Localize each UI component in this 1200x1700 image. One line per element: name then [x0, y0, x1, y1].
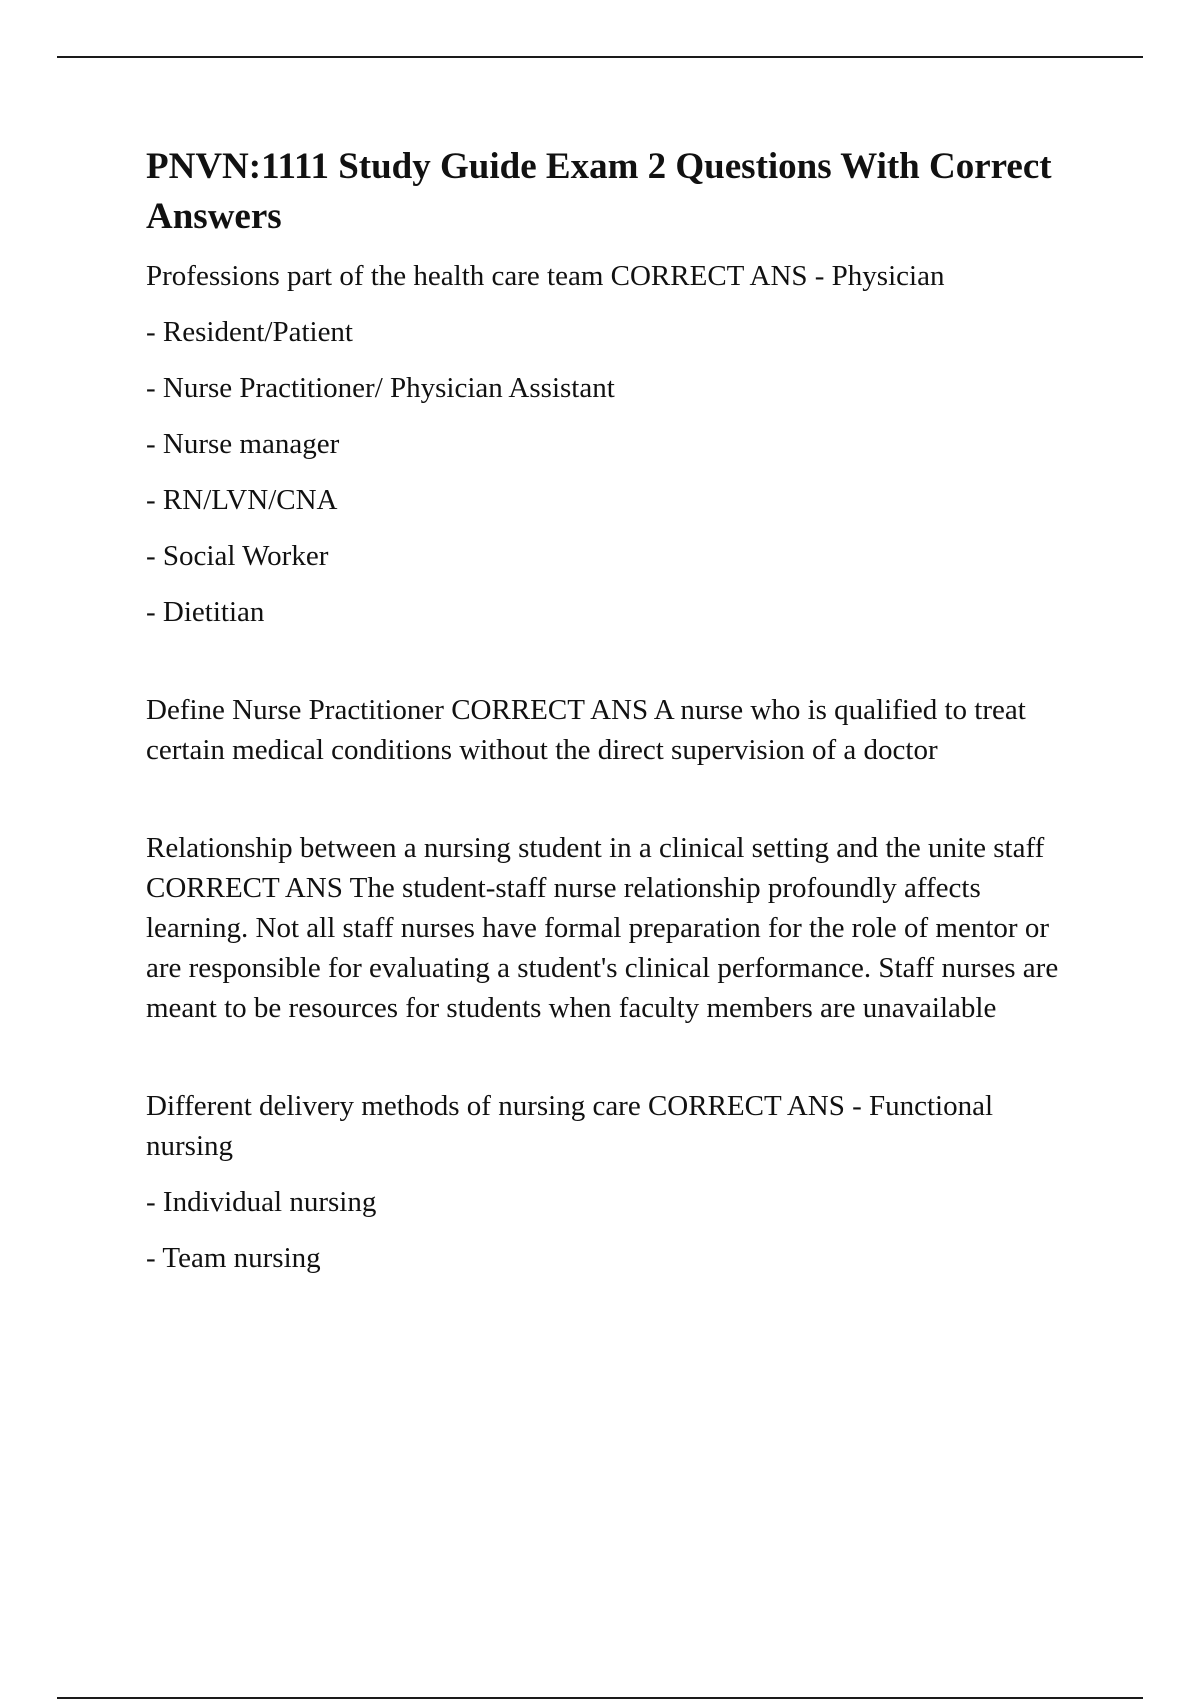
qa-item	[146, 256, 1086, 632]
qa-text: Professions part of the health care team CORRECT ANS - Physician	[146, 260, 945, 292]
document-body	[146, 142, 1086, 1336]
bottom-rule	[57, 1697, 1143, 1699]
qa-item	[146, 690, 1086, 770]
list-item: - Dietitian	[146, 596, 265, 628]
list-item: - RN/LVN/CNA	[146, 484, 338, 516]
list-item: - Nurse Practitioner/ Physician Assistant	[146, 372, 615, 404]
list-item: - Social Worker	[146, 540, 329, 572]
qa-item	[146, 828, 1086, 1028]
list-item: - Team nursing	[146, 1242, 321, 1274]
top-rule	[57, 56, 1143, 58]
qa-text: Different delivery methods of nursing care CORRECT ANS - Functional nursing	[146, 1090, 994, 1162]
list-item: - Resident/Patient	[146, 316, 353, 348]
qa-list	[146, 256, 1086, 1278]
qa-text: Define Nurse Practitioner CORRECT ANS A nurse who is qualified to treat certain medical conditions without the direct supervision of a doctor	[146, 694, 1026, 766]
document-title: PNVN:1111 Study Guide Exam 2 Questions With Correct Answers	[146, 146, 1052, 237]
qa-item	[146, 1086, 1086, 1278]
list-item: - Individual nursing	[146, 1186, 377, 1218]
list-item: - Nurse manager	[146, 428, 340, 460]
qa-text: Relationship between a nursing student in a clinical setting and the unite staff CORRECT ANS The student-staff nurse relationship profoundly affects learning. Not all staff nurses have formal preparation for the role of mentor or are responsible for evaluating a student's clinical performance. Staff nurses are meant to be resources for students when faculty members are unavailable	[146, 832, 1059, 1024]
